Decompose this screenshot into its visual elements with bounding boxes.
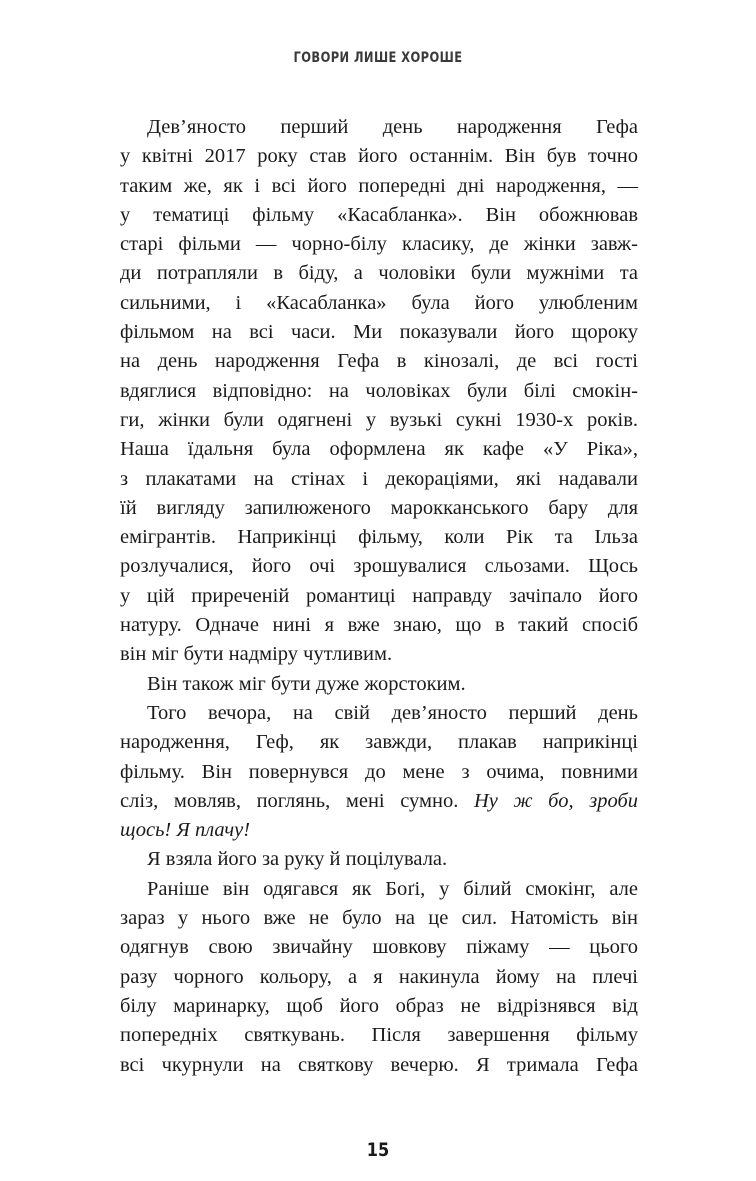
text-line-italic bbox=[120, 816, 638, 845]
text-line: натуру. Одначе нині я вже знаю, що в такий спосіб bbox=[120, 614, 638, 637]
page-number: 15 bbox=[366, 1139, 390, 1161]
paragraph bbox=[120, 875, 638, 1080]
italic-text-segment: щось! Я плачу! bbox=[120, 819, 251, 842]
italic-text-segment: Ну ж бо, зроби bbox=[473, 789, 638, 812]
text-line: у цій приреченій романтиці направду зачіпало його bbox=[120, 584, 638, 607]
text-line: Того вечора, на свій дев’яносто перший день bbox=[147, 701, 638, 724]
text-segment: сліз, мовляв, поглянь, мені сумно. bbox=[120, 789, 459, 812]
text-line: на день народження Гефа в кінозалі, де всі гості bbox=[120, 350, 638, 373]
text-line: Він також міг бути дуже жорстоким. bbox=[147, 672, 466, 695]
text-line: Раніше він одягався як Боґі, у білий смокінг, але bbox=[147, 877, 638, 900]
text-line: фільму. Він повернувся до мене з очима, повними bbox=[120, 760, 638, 783]
text-line: одягнув свою звичайну шовкову піжаму — цього bbox=[120, 936, 638, 959]
text-line: сильними, і «Касабланка» була його улюбленим bbox=[120, 291, 638, 314]
text-line: разу чорного кольору, а я накинула йому на плечі bbox=[120, 965, 638, 988]
paragraph bbox=[120, 699, 638, 845]
text-line: фільмом на всі часи. Ми показували його щороку bbox=[120, 321, 638, 344]
text-line: попередніх святкувань. Після завершення фільму bbox=[120, 1024, 638, 1047]
text-line: розлучалися, його очі зрошувалися сльозами. Щось bbox=[120, 555, 638, 578]
text-line: він міг бути надміру чутливим. bbox=[120, 643, 393, 666]
page-body-text bbox=[120, 113, 638, 1080]
paragraph bbox=[120, 845, 638, 874]
running-head-title: ГОВОРИ ЛИШЕ ХОРОШЕ bbox=[293, 50, 463, 66]
text-line: їй вигляду запилюженого марокканського бару для bbox=[120, 496, 638, 519]
paragraph bbox=[120, 670, 638, 699]
text-line: зараз у нього вже не було на це сил. Натомість він bbox=[120, 907, 638, 930]
text-line: Наша їдальня була оформлена як кафе «У Ріка», bbox=[120, 438, 638, 461]
text-line-mixed bbox=[120, 787, 638, 816]
paragraph bbox=[120, 113, 638, 670]
text-line: вдяглися відповідно: на чоловіках були білі смокін- bbox=[120, 379, 638, 402]
text-line: білу маринарку, щоб його образ не відрізнявся від bbox=[120, 994, 638, 1017]
text-line: з плакатами на стінах і декораціями, які надавали bbox=[120, 467, 638, 490]
text-line: ги, жінки були одягнені у вузькі сукні 1930-х років. bbox=[120, 408, 638, 431]
text-line: ди потрапляли в біду, а чоловіки були мужніми та bbox=[120, 262, 638, 285]
text-line: емігрантів. Наприкінці фільму, коли Рік та Ільза bbox=[120, 526, 638, 549]
text-line: у тематиці фільму «Касабланка». Він обожнював bbox=[120, 203, 638, 226]
text-line: народження, Геф, як завжди, плакав наприкінці bbox=[120, 731, 638, 754]
text-line: старі фільми — чорно-білу класику, де жінки завж- bbox=[120, 233, 638, 256]
text-line: всі чкурнули на святкову вечерю. Я тримала Гефа bbox=[120, 1053, 638, 1076]
text-line: таким же, як і всі його попередні дні народження, — bbox=[120, 174, 638, 197]
text-line: Дев’яносто перший день народження Гефа bbox=[147, 116, 638, 138]
text-line: у квітні 2017 року став його останнім. Він був точно bbox=[120, 145, 638, 168]
text-line: Я взяла його за руку й поцілувала. bbox=[147, 848, 448, 871]
